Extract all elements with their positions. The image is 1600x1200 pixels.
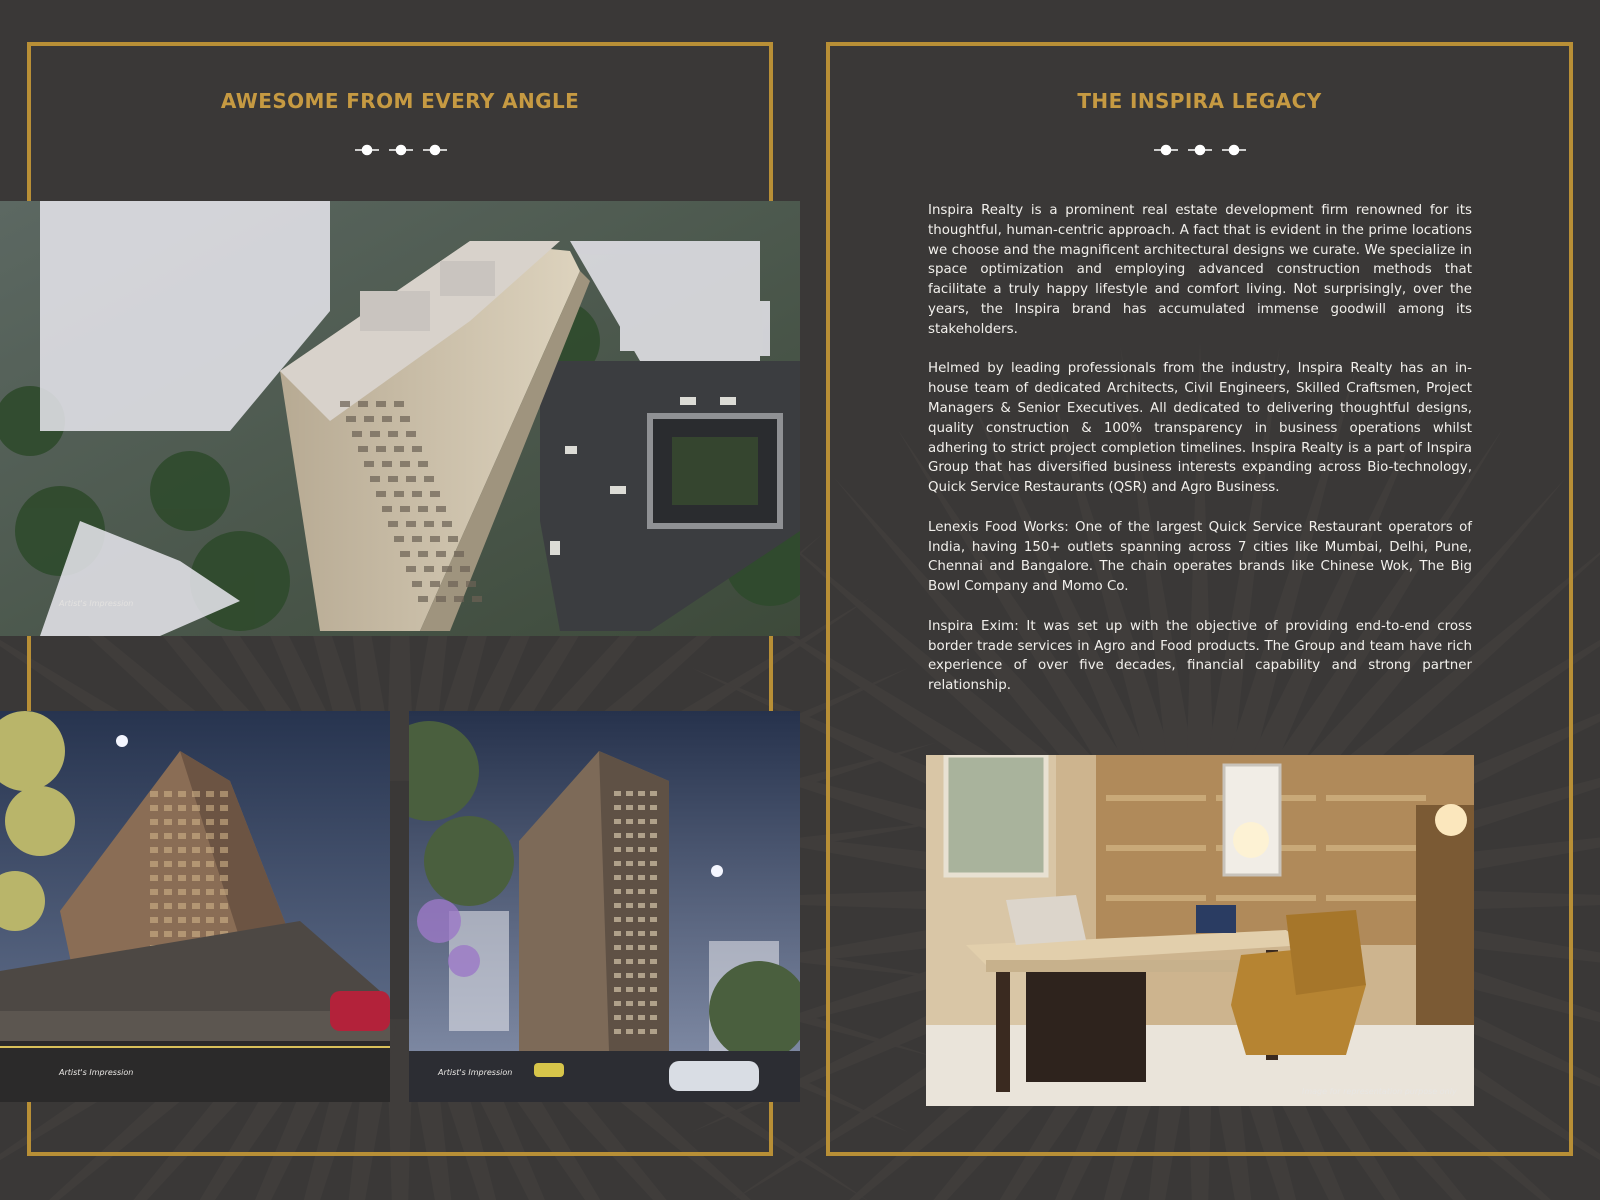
- three-dot-divider-icon: [1150, 141, 1250, 159]
- legacy-paragraph-1: Inspira Realty is a prominent real estate development firm renowned for its thoughtful, human-centric approach. A fact that is evident in the prime locations we choose and the magnificent architectural designs we curate. We specialize in space optimization and employing advanced construction methods that facilitate a truly happy lifestyle and comfort living. Not surprisingly, over the years, the Inspira brand has accumulated immense goodwill among its stakeholders.: [928, 203, 1472, 337]
- left-page-title: AWESOME FROM EVERY ANGLE: [220, 89, 580, 113]
- dusk-tower-image: [409, 711, 800, 1102]
- legacy-paragraph-2: Helmed by leading professionals from the industry, Inspira Realty has an in-house team of dedicated Architects, Civil Engineers, Skilled Craftsmen, Project Managers & Senior Executives. All dedicated to delivering thoughtful designs, quality construction & 100% transparency in business operations whilst adhering to strict project completion timelines. Inspira Realty is a part of Inspira Group that has diversified business interests expanding across Bio-technology, Quick Service Restaurants (QSR) and Agro Business.: [928, 361, 1472, 496]
- right-page-title: THE INSPIRA LEGACY: [1077, 89, 1322, 113]
- aerial-tower-image: [0, 201, 800, 636]
- legacy-paragraph-3: Lenexis Food Works: One of the largest Quick Service Restaurant operators of India, having 150+ outlets spanning across 7 cities like Mumbai, Delhi, Pune, Chennai and Bangalore. The chain operates brands like Chinese Wok, The Big Bowl Company and Momo Co.: [928, 519, 1472, 595]
- street-level-tower-image: [0, 711, 390, 1102]
- legacy-paragraph-4: Inspira Exim: It was set up with the objective of providing end-to-end cross border trade services in Agro and Food products. The Group and team have rich experience of over five decades, financial capability and strong partner relationship.: [928, 618, 1472, 694]
- office-image-caption: Image for representation purpose only: [1302, 1087, 1457, 1096]
- three-dot-divider-icon: [351, 141, 451, 159]
- tower-image-caption: Artist's Impression: [438, 1068, 513, 1077]
- aerial-image-caption: Artist's Impression: [59, 599, 134, 608]
- legacy-body-text: [928, 201, 1472, 716]
- study-desk-interior-image: [926, 755, 1474, 1106]
- street-image-caption: Artist's Impression: [59, 1068, 134, 1077]
